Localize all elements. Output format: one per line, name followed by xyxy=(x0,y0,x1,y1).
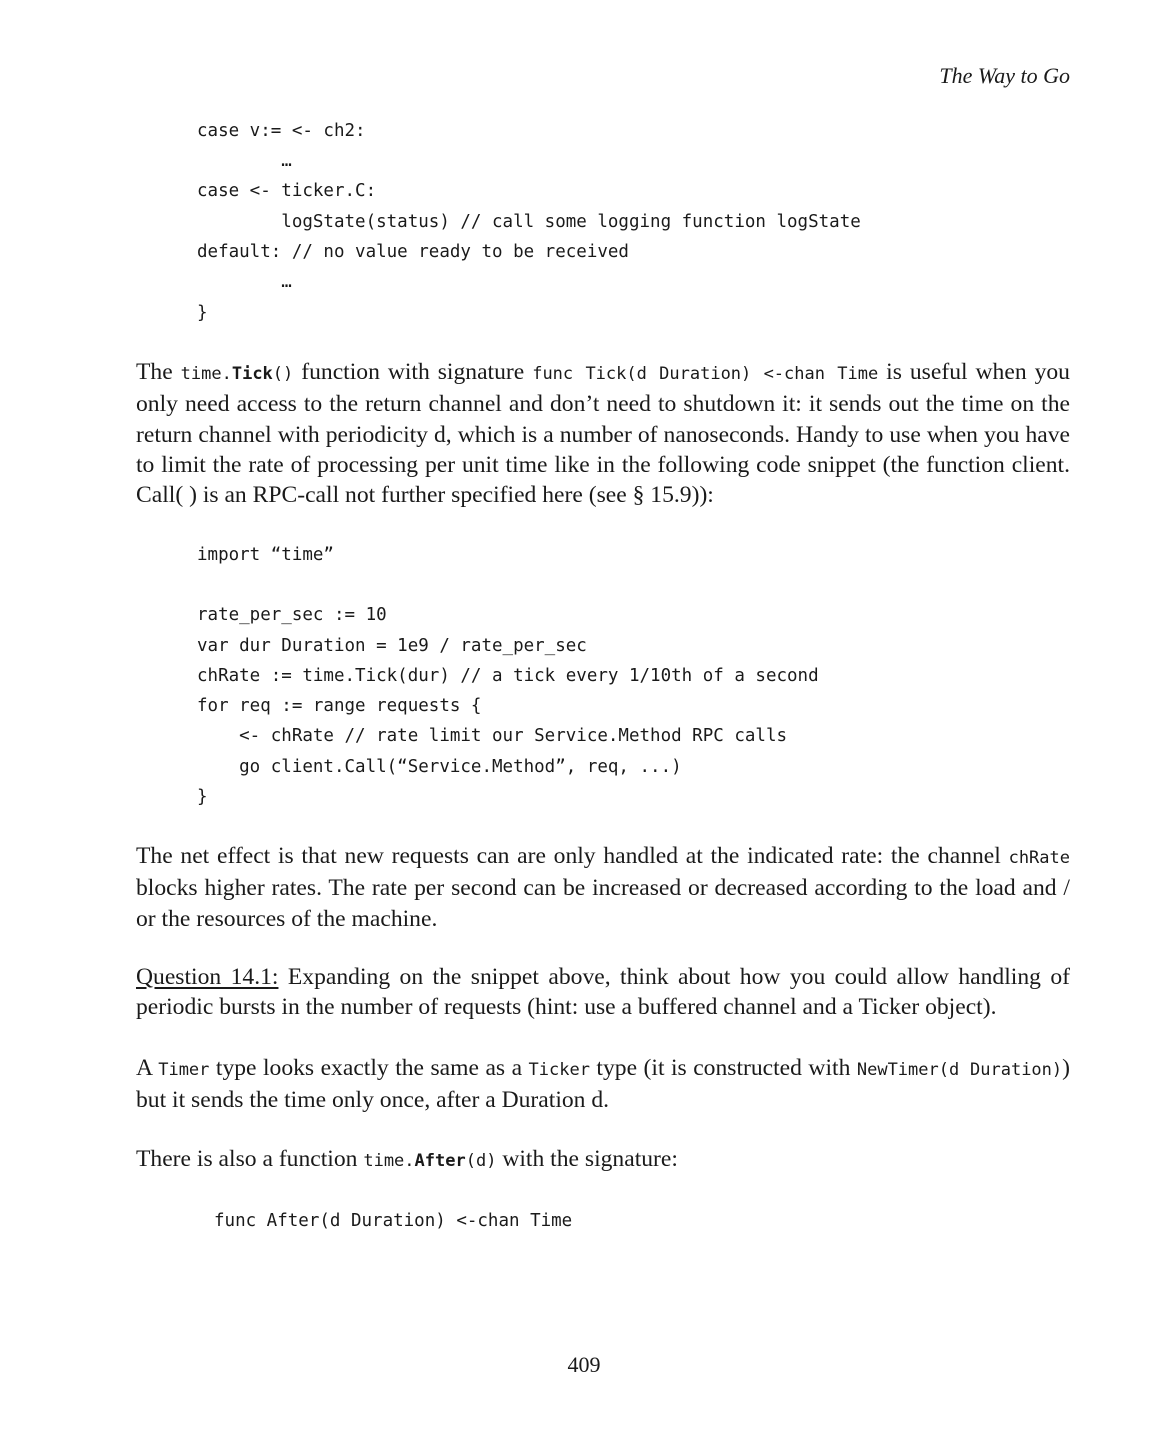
code-line: case <- ticker.C: xyxy=(197,181,377,201)
code-line: … xyxy=(197,272,292,292)
code-line: … xyxy=(197,151,292,171)
paragraph-question xyxy=(136,962,1070,1023)
inline-code: Ticker xyxy=(528,1060,590,1080)
inline-code-bold: After xyxy=(414,1151,466,1171)
paragraph-timer-type xyxy=(136,1053,1070,1116)
code-line: case v:= <- ch2: xyxy=(197,121,366,141)
text-span: A xyxy=(136,1055,159,1081)
text-span: The net effect is that new requests can are only handled at the indicated rate: the channel xyxy=(136,843,1009,869)
code-line: } xyxy=(197,787,208,807)
text-span: Expanding on the snippet above, think about how you could allow handling of periodic bursts in the number of requests (hint: use a buffered channel and a Ticker object). xyxy=(136,964,1071,1021)
inline-code: Timer xyxy=(158,1060,210,1080)
text-span: with the signature: xyxy=(496,1146,678,1172)
inline-code-part: time. xyxy=(180,364,232,384)
inline-code-part: () xyxy=(272,364,294,384)
text-span: is useful when you only need access to the return channel and don’t need to shutdown it: it sends out the time on the return channel with periodicity d, which is a number of nanoseconds. Handy to use when you have to limit the rate of processing per unit time like in the following code snippet (the function client. Call( ) is an RPC-call not further specified here (see § 15.9)): xyxy=(136,359,1070,509)
inline-code xyxy=(181,364,294,384)
running-header: The Way to Go xyxy=(939,63,1070,88)
paragraph-net-effect xyxy=(136,841,1070,934)
text-span: The xyxy=(136,359,181,385)
text-span: type looks exactly the same as a xyxy=(209,1055,529,1081)
code-line: } xyxy=(197,303,208,323)
question-label: Question 14.1: xyxy=(136,964,279,990)
code-line: func After(d Duration) <-chan Time xyxy=(214,1211,573,1231)
inline-code-part: time. xyxy=(363,1151,415,1171)
text-span: There is also a function xyxy=(136,1146,364,1172)
code-line: var dur Duration = 1e9 / rate_per_sec xyxy=(197,636,587,656)
text-span: blocks higher rates. The rate per second can be increased or decreased according to the load and / or the resources of the machine. xyxy=(136,875,1070,932)
page-number: 409 xyxy=(567,1352,601,1377)
inline-code-part: (d) xyxy=(465,1151,497,1171)
text-span: type (it is constructed with xyxy=(589,1055,857,1081)
text-span: function with signature xyxy=(293,359,533,385)
inline-code: NewTimer(d Duration) xyxy=(856,1060,1063,1080)
code-line: default: // no value ready to be received xyxy=(197,242,629,262)
inline-code: chRate xyxy=(1008,848,1070,868)
inline-code: func Tick(d Duration) <-chan Time xyxy=(532,364,879,384)
text-span: ) but it sends the time only once, after a Duration d. xyxy=(136,1055,1070,1114)
code-line: <- chRate // rate limit our Service.Method RPC calls xyxy=(197,726,788,746)
paragraph-tick-function xyxy=(136,357,1070,510)
code-line: chRate := time.Tick(dur) // a tick every 1/10th of a second xyxy=(197,666,819,686)
code-line: go client.Call(“Service.Method”, req, ...) xyxy=(197,757,682,777)
code-line: rate_per_sec := 10 xyxy=(197,605,387,625)
inline-code-bold: Tick xyxy=(231,364,273,384)
code-line: for req := range requests { xyxy=(197,696,482,716)
paragraph-after-function xyxy=(136,1144,1070,1176)
code-line: import “time” xyxy=(197,545,334,565)
code-line: logState(status) // call some logging function logState xyxy=(197,212,861,232)
inline-code xyxy=(363,1151,496,1171)
